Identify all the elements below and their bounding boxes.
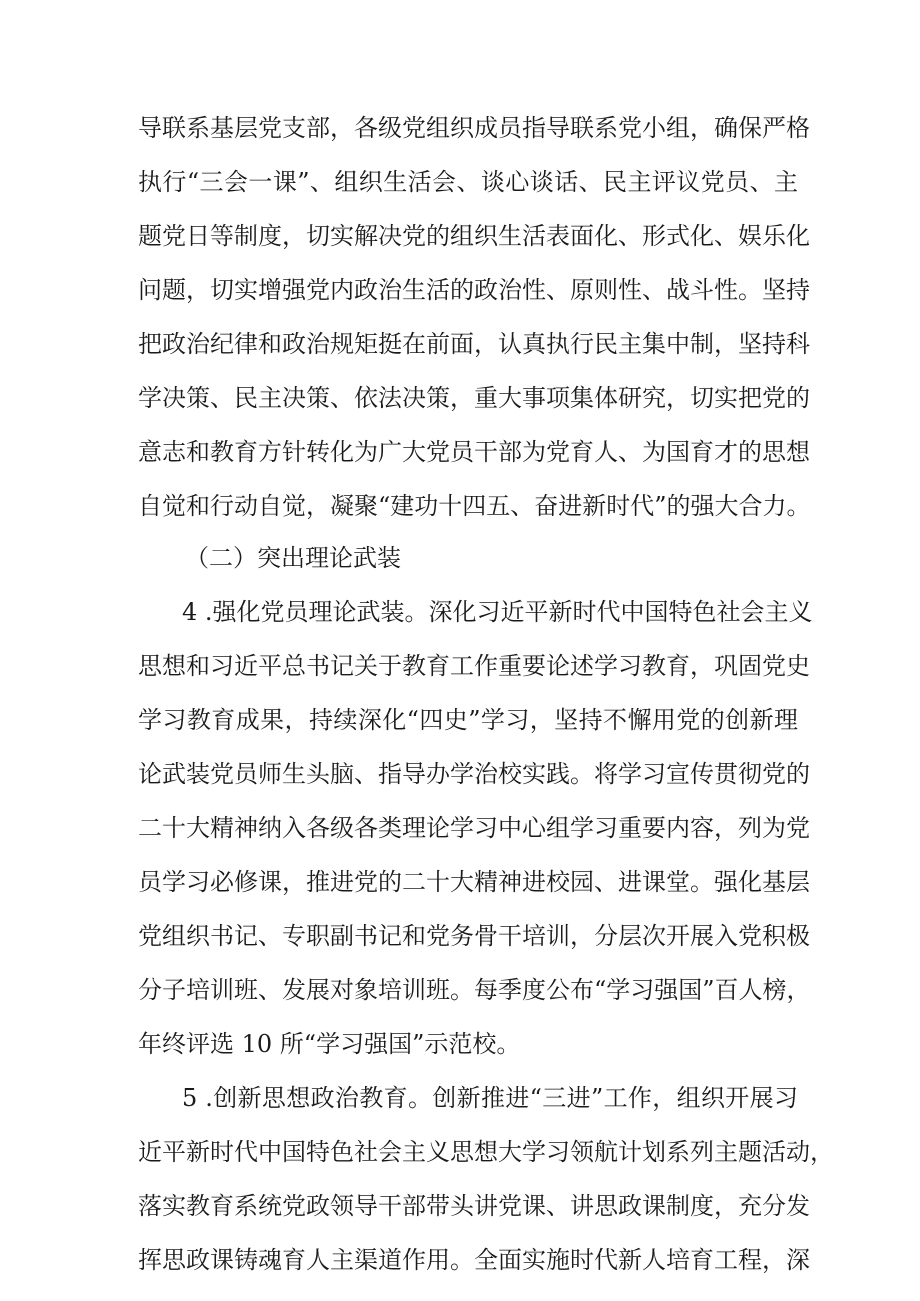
paragraph-line: 题党日等制度，切实解决党的组织生活表面化、形式化、娱乐化	[138, 222, 810, 250]
item4-line: 员学习必修课，推进党的二十大精神进校园、进课堂。强化基层	[138, 868, 810, 896]
item4-line: 二十大精神纳入各级各类理论学习中心组学习重要内容，列为党	[138, 814, 810, 842]
paragraph-line: 把政治纪律和政治规矩挺在前面，认真执行民主集中制，坚持科	[138, 330, 810, 358]
item4-line: 学习教育成果，持续深化“四史”学习，坚持不懈用党的创新理	[138, 706, 798, 734]
paragraph-line: 学决策、民主决策、依法决策，重大事项集体研究，切实把党的	[138, 384, 810, 412]
item4-line: 党组织书记、专职副书记和党务骨干培训，分层次开展入党积极	[138, 922, 810, 950]
item5-line: 挥思政课铸魂育人主渠道作用。全面实施时代新人培育工程，深	[138, 1246, 810, 1274]
item4-line: 分子培训班、发展对象培训班。每季度公布“学习强国”百人榜，	[138, 976, 811, 1004]
paragraph-line: 执行“三会一课”、组织生活会、谈心谈话、民主评议党员、主	[138, 168, 798, 196]
paragraph-line: 自觉和行动自觉，凝聚“建功十四五、奋进新时代”的强大合力。	[138, 492, 811, 520]
item4-line: 思想和习近平总书记关于教育工作重要论述学习教育，巩固党史	[138, 652, 810, 680]
paragraph-line: 导联系基层党支部，各级党组织成员指导联系党小组，确保严格	[138, 114, 810, 142]
paragraph-line: 问题，切实增强党内政治生活的政治性、原则性、战斗性。坚持	[138, 276, 810, 304]
item5-line: 近平新时代中国特色社会主义思想大学习领航计划系列主题活动，	[138, 1138, 834, 1166]
item5-line: 5 .创新思想政治教育。创新推进“三进”工作，组织开展习	[182, 1084, 798, 1112]
paragraph-line: 意志和教育方针转化为广大党员干部为党育人、为国育才的思想	[138, 438, 810, 466]
item4-line: 论武装党员师生头脑、指导办学治校实践。将学习宣传贯彻党的	[138, 760, 810, 788]
item5-line: 落实教育系统党政领导干部带头讲党课、讲思政课制度，充分发	[138, 1192, 810, 1220]
item4-line: 4 .强化党员理论武装。深化习近平新时代中国特色社会主义	[182, 598, 813, 626]
section-heading: （二）突出理论武装	[185, 544, 401, 572]
item4-line: 年终评选 10 所“学习强国”示范校。	[138, 1030, 521, 1058]
